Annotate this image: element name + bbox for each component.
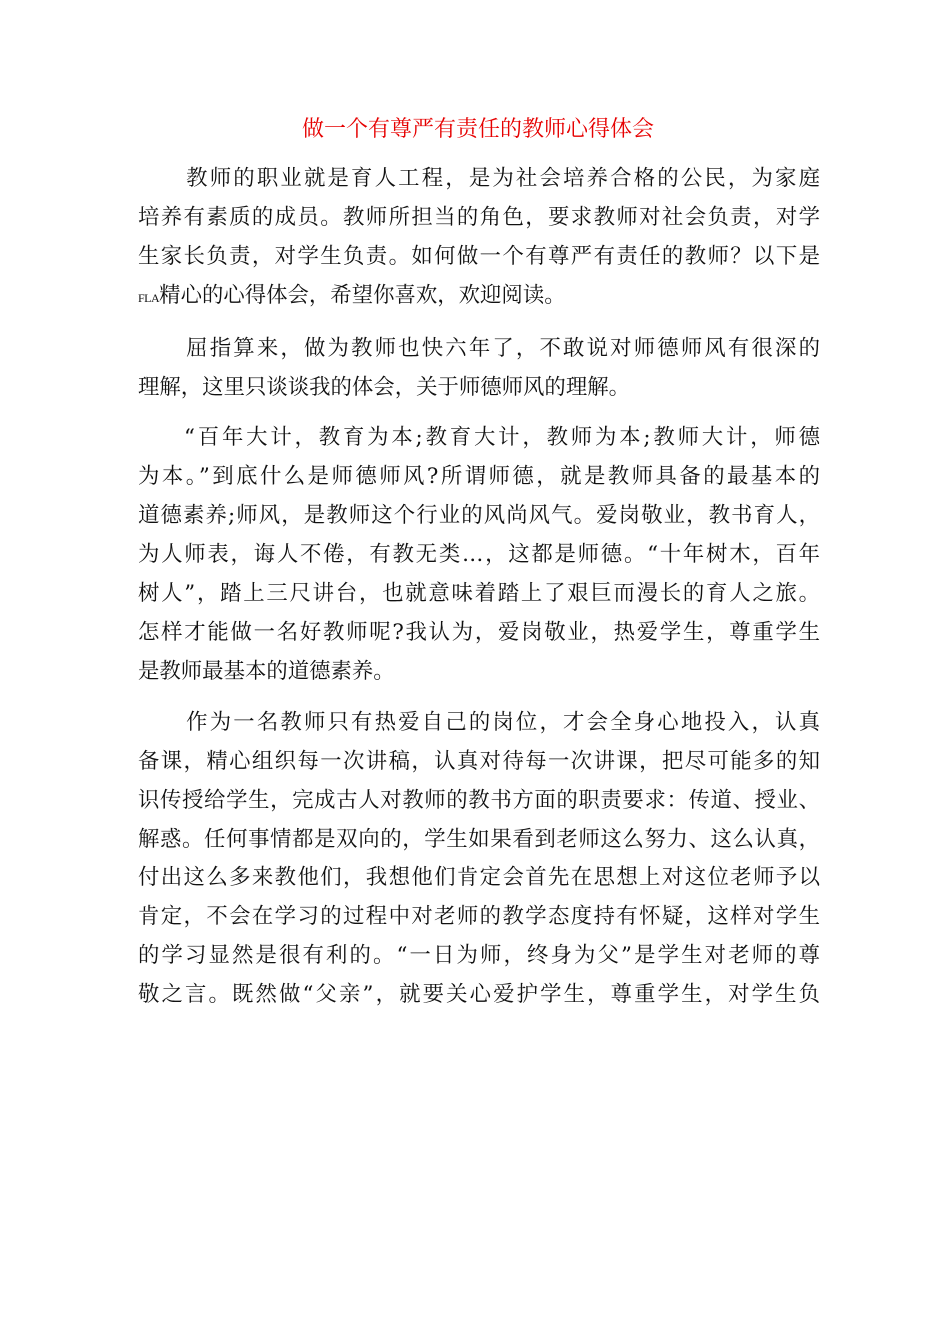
text-line: 是教师最基本的道德素养。 bbox=[138, 658, 395, 684]
paragraph-1 bbox=[138, 160, 820, 318]
text-line: 树人”，踏上三尺讲台，也就意味着踏上了艰巨而漫长的育人之旅。 bbox=[138, 581, 820, 607]
text-line: 作为一名教师只有热爱自己的岗位，才会全身心地投入，认真 bbox=[184, 709, 820, 735]
text-line: 肯定，不会在学习的过程中对老师的教学态度持有怀疑，这样对学生 bbox=[138, 904, 820, 930]
paragraph-4 bbox=[138, 704, 820, 1015]
text-line: 怎样才能做一名好教师呢?我认为，爱岗敬业，热爱学生，尊重学生 bbox=[138, 619, 820, 645]
text-line: 屈指算来，做为教师也快六年了，不敢说对师德师风有很深的 bbox=[184, 335, 820, 361]
text-line: 的学习显然是很有利的。“一日为师，终身为父”是学生对老师的尊 bbox=[138, 943, 820, 969]
text-line: 识传授给学生，完成古人对教师的教书方面的职责要求：传道、授业、 bbox=[138, 787, 820, 813]
text-line: 道德素养;师风，是教师这个行业的风尚风气。爱岗敬业，教书育人， bbox=[138, 503, 820, 529]
text-line: 备课，精心组织每一次讲稿，认真对待每一次讲课，把尽可能多的知 bbox=[138, 748, 820, 774]
text-line: 付出这么多来教他们，我想他们肯定会首先在思想上对这位老师予以 bbox=[138, 865, 820, 891]
paragraph-2 bbox=[138, 330, 820, 408]
text-line: 理解，这里只谈谈我的体会，关于师德师风的理解。 bbox=[138, 374, 630, 400]
document-body bbox=[138, 160, 820, 1015]
author-prefix: FLA bbox=[138, 290, 160, 305]
paragraph-3 bbox=[138, 419, 820, 691]
text-line: 为本。”到底什么是师德师风?所谓师德，就是教师具备的最基本的 bbox=[138, 464, 820, 490]
text-line: FLA精心的心得体会，希望你喜欢，欢迎阅读。 bbox=[138, 282, 566, 308]
text-line: 敬之言。既然做“父亲”，就要关心爱护学生，尊重学生，对学生负 bbox=[138, 982, 820, 1008]
text-line: 解惑。任何事情都是双向的，学生如果看到老师这么努力、这么认真， bbox=[138, 826, 820, 852]
text-line: “百年大计，教育为本;教育大计，教师为本;教师大计，师德 bbox=[184, 425, 820, 451]
document-title: 做一个有尊严有责任的教师心得体会 bbox=[301, 117, 654, 142]
text-line: 生家长负责，对学生负责。如何做一个有尊严有责任的教师？以下是 bbox=[138, 243, 820, 269]
text-line: 教师的职业就是育人工程，是为社会培养合格的公民，为家庭 bbox=[184, 166, 820, 191]
text-line: 培养有素质的成员。教师所担当的角色，要求教师对社会负责，对学 bbox=[138, 204, 820, 230]
text-line: 为人师表，诲人不倦，有教无类…，这都是师德。“十年树木，百年 bbox=[138, 542, 820, 568]
